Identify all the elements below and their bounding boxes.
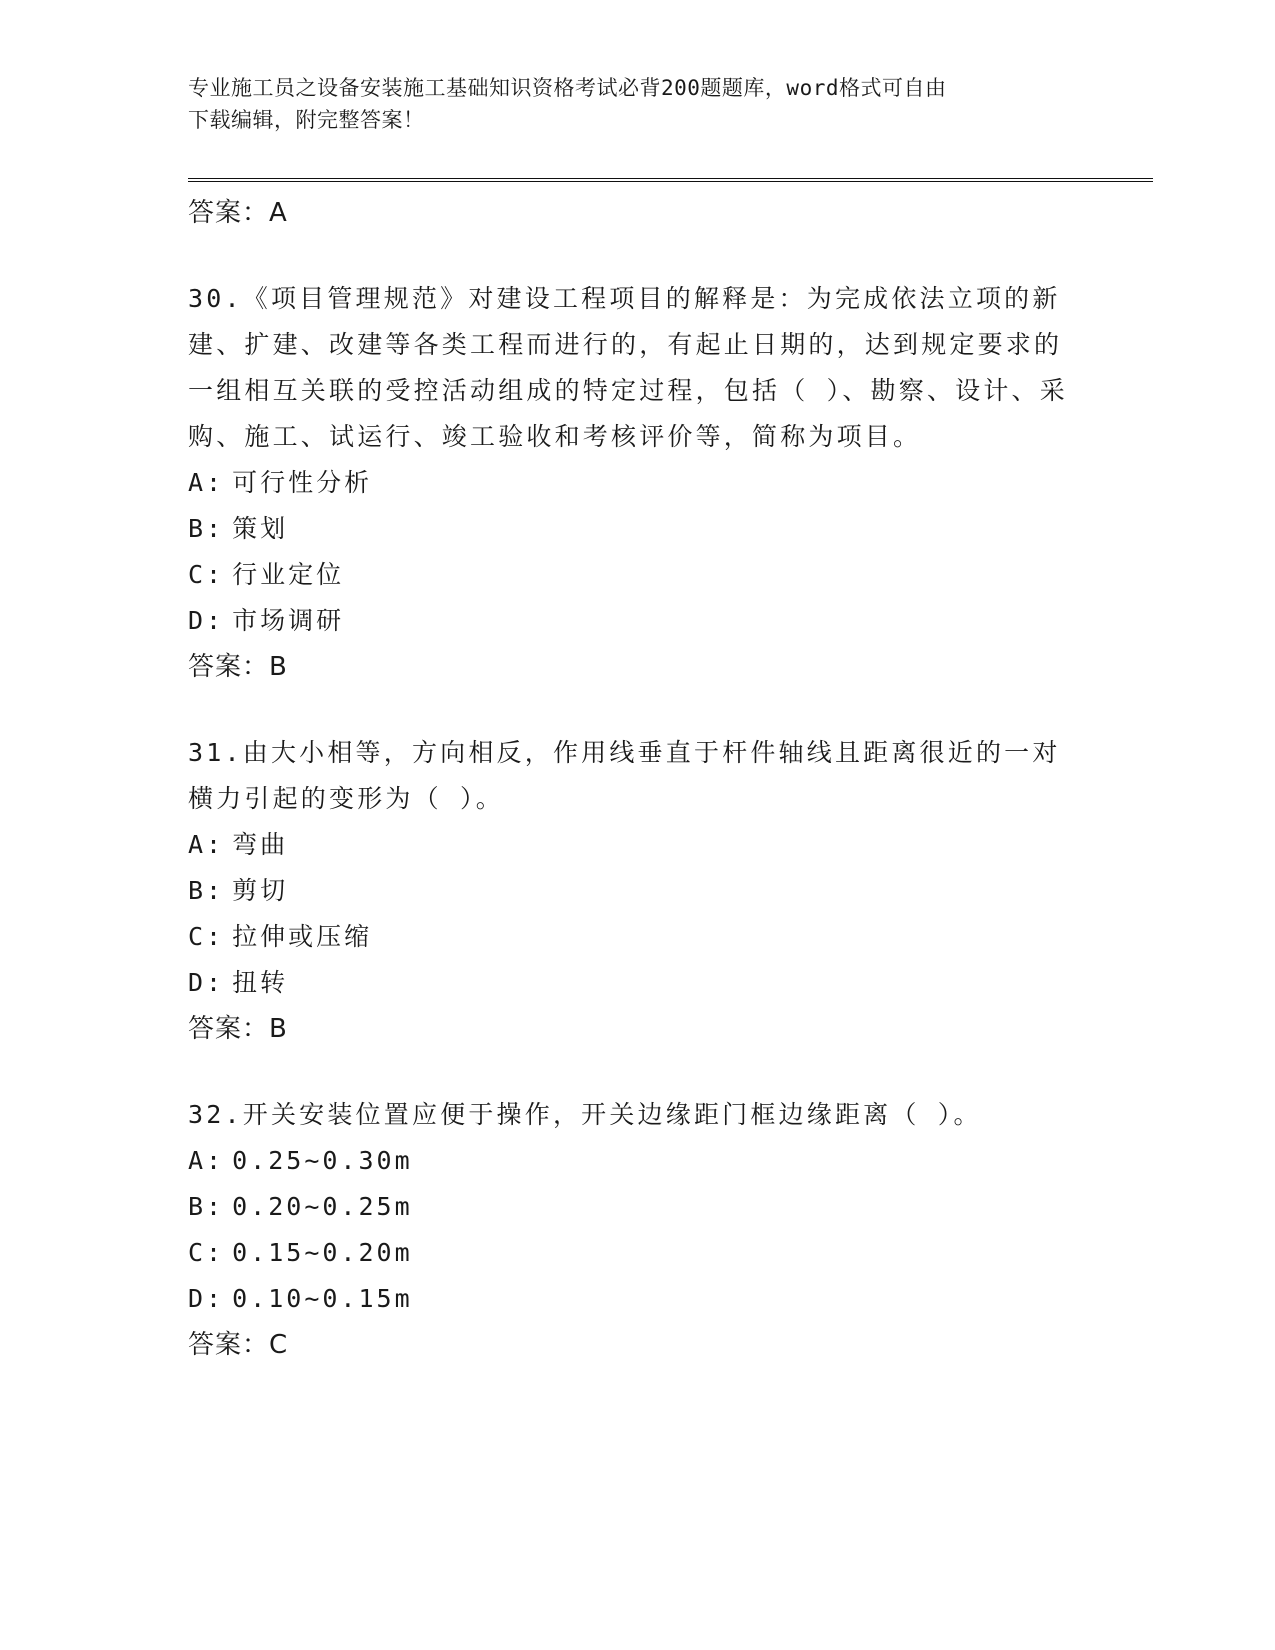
- option-key: D:: [188, 968, 225, 997]
- option-d: [188, 1276, 1088, 1322]
- answer-line: 答案：B: [188, 1014, 288, 1044]
- question-31: [188, 730, 1088, 1052]
- option-d: [188, 598, 1088, 644]
- option-key: A:: [188, 468, 225, 497]
- option-b: [188, 868, 1088, 914]
- option-text: 行业定位: [232, 560, 345, 589]
- option-a: [188, 1138, 1088, 1184]
- option-key: B:: [188, 1192, 225, 1221]
- header-divider: [188, 178, 1153, 182]
- option-text: 0.20~0.25m: [232, 1192, 413, 1221]
- answer-line: 答案：C: [188, 1330, 289, 1360]
- option-key: A:: [188, 830, 225, 859]
- option-key: D:: [188, 1284, 225, 1313]
- option-text: 0.10~0.15m: [232, 1284, 413, 1313]
- option-key: D:: [188, 606, 225, 635]
- option-key: A:: [188, 1146, 225, 1175]
- option-a: [188, 822, 1088, 868]
- question-32: [188, 1092, 1088, 1368]
- option-text: 扭转: [232, 968, 289, 997]
- option-text: 剪切: [232, 876, 289, 905]
- option-text: 拉伸或压缩: [232, 922, 373, 951]
- question-list: [188, 190, 1088, 1408]
- question-stem: 31.由大小相等，方向相反，作用线垂直于杆件轴线且距离很近的一对横力引起的变形为（ ）。: [188, 738, 1061, 813]
- option-text: 弯曲: [232, 830, 289, 859]
- question-stem: 32.开关安装位置应便于操作，开关边缘距门框边缘距离（ ）。: [188, 1100, 982, 1129]
- option-text: 可行性分析: [232, 468, 373, 497]
- header-line-1: 专业施工员之设备安装施工基础知识资格考试必背200题题库，word格式可自由: [188, 76, 947, 100]
- option-b: [188, 1184, 1088, 1230]
- page-header: [188, 72, 1088, 136]
- option-text: 市场调研: [232, 606, 345, 635]
- question-30: [188, 276, 1088, 690]
- option-b: [188, 506, 1088, 552]
- option-d: [188, 960, 1088, 1006]
- answer-line: 答案：B: [188, 652, 288, 682]
- question-stem: 30.《项目管理规范》对建设工程项目的解释是：为完成依法立项的新建、扩建、改建等各类工程而进行的，有起止日期的，达到规定要求的一组相互关联的受控活动组成的特定过程，包括（ ）、勘察、设计、采购、施工、试运行、竣工验收和考核评价等，简称为项目。: [188, 284, 1068, 451]
- option-c: [188, 914, 1088, 960]
- option-key: B:: [188, 876, 225, 905]
- header-line-2: 下载编辑，附完整答案！: [188, 108, 425, 132]
- option-text: 策划: [232, 514, 289, 543]
- option-key: C:: [188, 560, 225, 589]
- option-c: [188, 1230, 1088, 1276]
- option-text: 0.15~0.20m: [232, 1238, 413, 1267]
- option-text: 0.25~0.30m: [232, 1146, 413, 1175]
- option-key: C:: [188, 922, 225, 951]
- option-key: B:: [188, 514, 225, 543]
- answer-line: 答案：A: [188, 198, 288, 228]
- option-c: [188, 552, 1088, 598]
- option-a: [188, 460, 1088, 506]
- option-key: C:: [188, 1238, 225, 1267]
